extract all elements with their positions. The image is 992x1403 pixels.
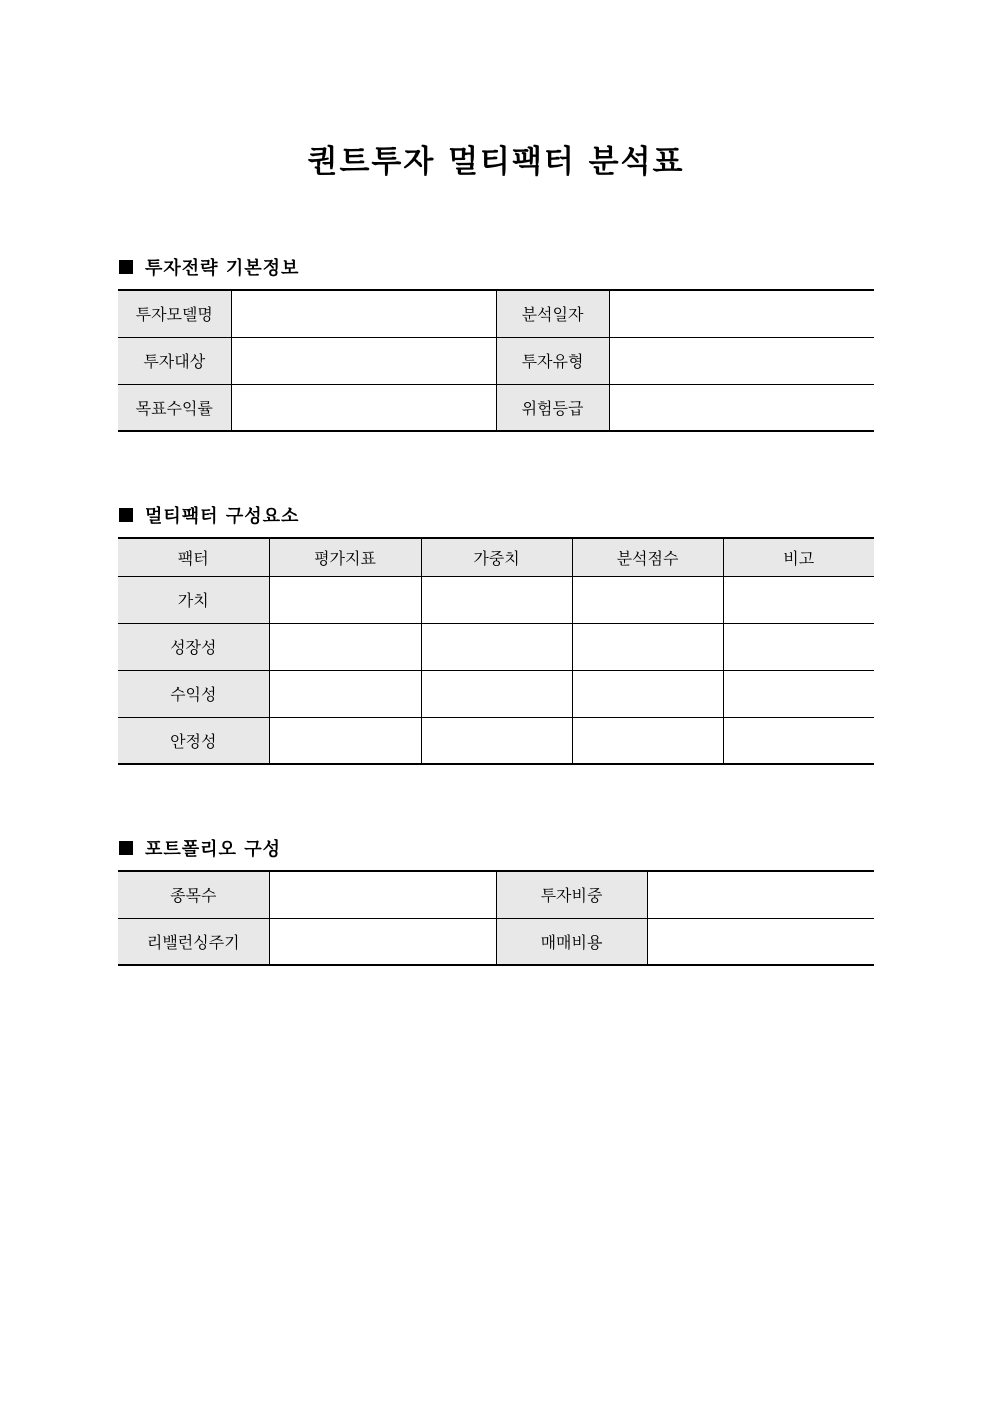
square-bullet-icon [119,260,133,274]
investment-type-label: 투자유형 [496,337,609,384]
metric-field[interactable] [269,717,421,764]
strategy-info-table [118,289,874,432]
table-row [118,337,874,384]
stock-count-field[interactable] [269,871,496,918]
note-field[interactable] [723,670,874,717]
target-return-field[interactable] [231,384,496,431]
rebalancing-period-label: 리밸런싱주기 [118,918,269,965]
note-field[interactable] [723,576,874,623]
metric-field[interactable] [269,623,421,670]
weight-field[interactable] [421,670,572,717]
section-heading-multifactor [119,502,299,528]
section-heading-label: 투자전략 기본정보 [145,258,300,279]
table-header-row [118,538,874,576]
table-row [118,290,874,337]
column-header-metric: 평가지표 [269,538,421,576]
investment-target-field[interactable] [231,337,496,384]
investment-type-field[interactable] [609,337,874,384]
rebalancing-period-field[interactable] [269,918,496,965]
investment-weight-label: 투자비중 [496,871,647,918]
investment-weight-field[interactable] [647,871,874,918]
metric-field[interactable] [269,670,421,717]
note-field[interactable] [723,623,874,670]
target-return-label: 목표수익률 [118,384,231,431]
table-row [118,670,874,717]
weight-field[interactable] [421,717,572,764]
table-row [118,384,874,431]
trading-cost-label: 매매비용 [496,918,647,965]
metric-field[interactable] [269,576,421,623]
analysis-date-field[interactable] [609,290,874,337]
model-name-field[interactable] [231,290,496,337]
square-bullet-icon [119,508,133,522]
column-header-factor: 팩터 [118,538,269,576]
investment-target-label: 투자대상 [118,337,231,384]
factor-value-label: 가치 [118,576,269,623]
table-row [118,871,874,918]
section-heading-label: 멀티팩터 구성요소 [145,506,300,527]
column-header-note: 비고 [723,538,874,576]
portfolio-table [118,870,874,966]
risk-grade-label: 위험등급 [496,384,609,431]
factor-growth-label: 성장성 [118,623,269,670]
score-field[interactable] [572,576,723,623]
table-row [118,717,874,764]
weight-field[interactable] [421,576,572,623]
table-row [118,623,874,670]
weight-field[interactable] [421,623,572,670]
section-heading-portfolio [119,835,281,861]
table-row [118,918,874,965]
factor-profitability-label: 수익성 [118,670,269,717]
factor-stability-label: 안정성 [118,717,269,764]
model-name-label: 투자모델명 [118,290,231,337]
score-field[interactable] [572,717,723,764]
score-field[interactable] [572,623,723,670]
note-field[interactable] [723,717,874,764]
page-title: 퀀트투자 멀티팩터 분석표 [307,144,685,180]
table-row [118,576,874,623]
stock-count-label: 종목수 [118,871,269,918]
square-bullet-icon [119,841,133,855]
analysis-date-label: 분석일자 [496,290,609,337]
risk-grade-field[interactable] [609,384,874,431]
section-heading-strategy-info [119,254,299,280]
trading-cost-field[interactable] [647,918,874,965]
column-header-weight: 가중치 [421,538,572,576]
column-header-score: 분석점수 [572,538,723,576]
section-heading-label: 포트폴리오 구성 [145,839,281,860]
multifactor-table [118,537,874,765]
score-field[interactable] [572,670,723,717]
